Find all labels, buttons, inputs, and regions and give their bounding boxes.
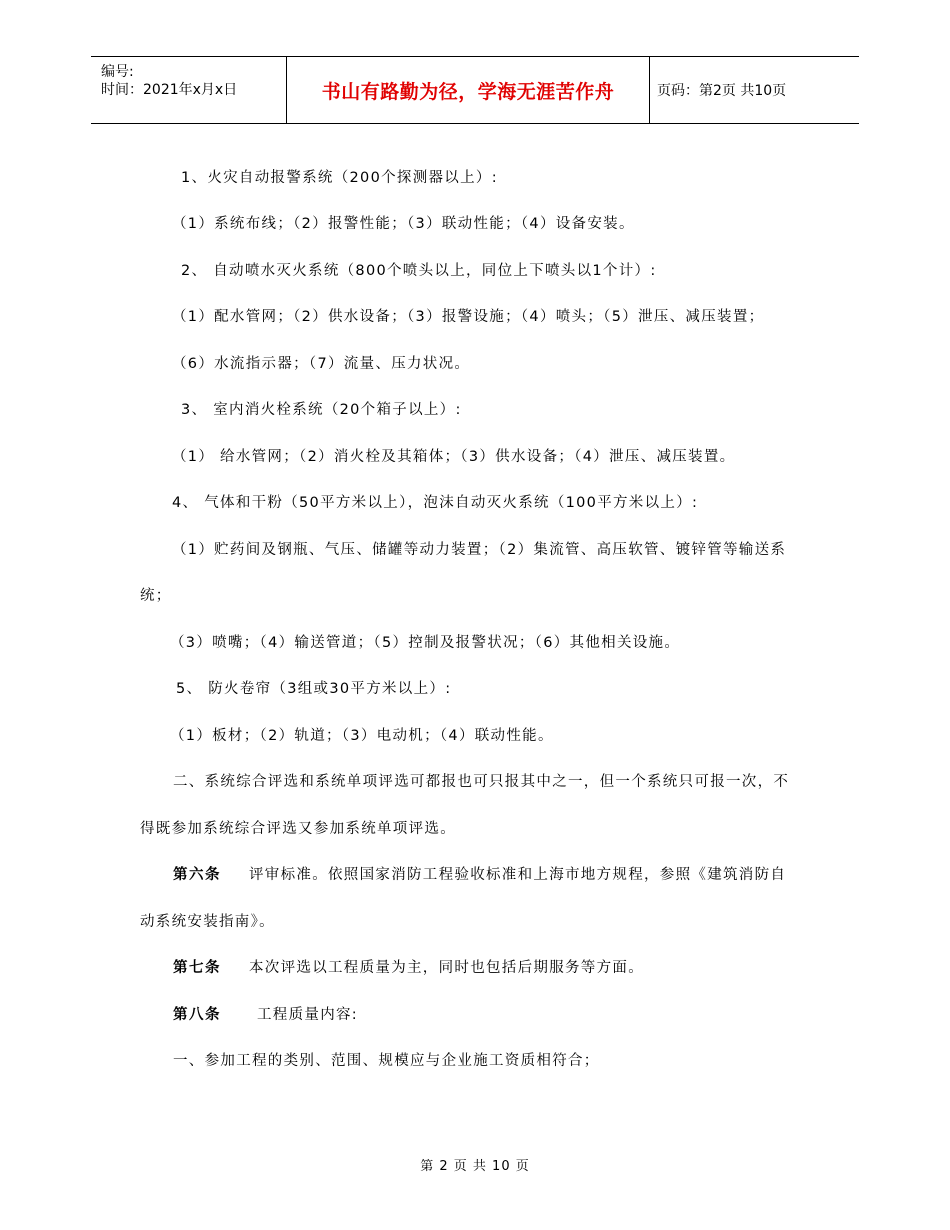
body-line-8: 4、 气体和干粉（50平方米以上），泡沫自动灭火系统（100平方米以上）: — [172, 495, 699, 511]
header-page-cell — [649, 57, 859, 123]
body-line-15: 得既参加系统综合评选又参加系统单项评选。 — [140, 821, 456, 837]
body-line-9: （1）贮药间及钢瓶、气压、储罐等动力装置；（2）集流管、高压软管、镀锌管等输送系 — [172, 542, 787, 558]
header-motto: 书山有路勤为径，学海无涯苦作舟 — [321, 80, 615, 103]
article-6-line: 第六条 评审标准。依照国家消防工程验收标准和上海市地方规程，参照《建筑消防自 — [173, 867, 787, 883]
header-motto-cell — [286, 57, 650, 123]
document-number-label: 编号: — [101, 64, 134, 80]
body-line-20: 一、参加工程的类别、范围、规模应与企业施工资质相符合； — [173, 1053, 600, 1069]
article-8-line: 第八条 工程质量内容: — [173, 1007, 358, 1023]
header-page-info: 页码：第2页 共10页 — [657, 83, 787, 99]
page-footer: 第 2 页 共 10 页 — [420, 1159, 530, 1174]
body-line-2: （1）系统布线；（2）报警性能；（3）联动性能；（4）设备安装。 — [172, 216, 635, 232]
document-time-label: 时间：2021年x月x日 — [101, 82, 238, 98]
article-7-heading: 第七条 — [173, 960, 221, 976]
body-line-7: （1） 给水管网；（2）消火栓及其箱体；（3）供水设备；（4）泄压、减压装置。 — [172, 449, 736, 465]
body-line-10: 统； — [140, 588, 172, 604]
body-line-13: （1）板材；（2）轨道；（3）电动机；（4）联动性能。 — [170, 728, 554, 744]
body-line-17: 动系统安装指南》。 — [140, 914, 275, 930]
article-8-heading: 第八条 — [173, 1007, 221, 1023]
article-7-line: 第七条 本次评选以工程质量为主，同时也包括后期服务等方面。 — [173, 960, 644, 976]
header-meta — [91, 57, 286, 123]
body-line-4: （1）配水管网；（2）供水设备；（3）报警设施；（4）喷头；（5）泄压、减压装置； — [172, 309, 765, 325]
body-line-12: 5、 防火卷帘（3组或30平方米以上）: — [176, 681, 452, 697]
page-header — [91, 56, 859, 124]
body-line-1: 1、火灾自动报警系统（200个探测器以上）: — [181, 170, 498, 186]
article-6-heading: 第六条 — [173, 867, 221, 883]
body-line-5: （6）水流指示器；（7）流量、压力状况。 — [172, 356, 471, 372]
body-line-6: 3、 室内消火栓系统（20个箱子以上）: — [181, 402, 462, 418]
body-line-3: 2、 自动喷水灭火系统（800个喷头以上，同位上下喷头以1个计）: — [181, 263, 657, 279]
body-line-11: （3）喷嘴；（4）输送管道；（5）控制及报警状况；（6）其他相关设施。 — [170, 635, 681, 651]
body-line-14: 二、系统综合评选和系统单项评选可都报也可只报其中之一，但一个系统只可报一次，不 — [173, 774, 790, 790]
